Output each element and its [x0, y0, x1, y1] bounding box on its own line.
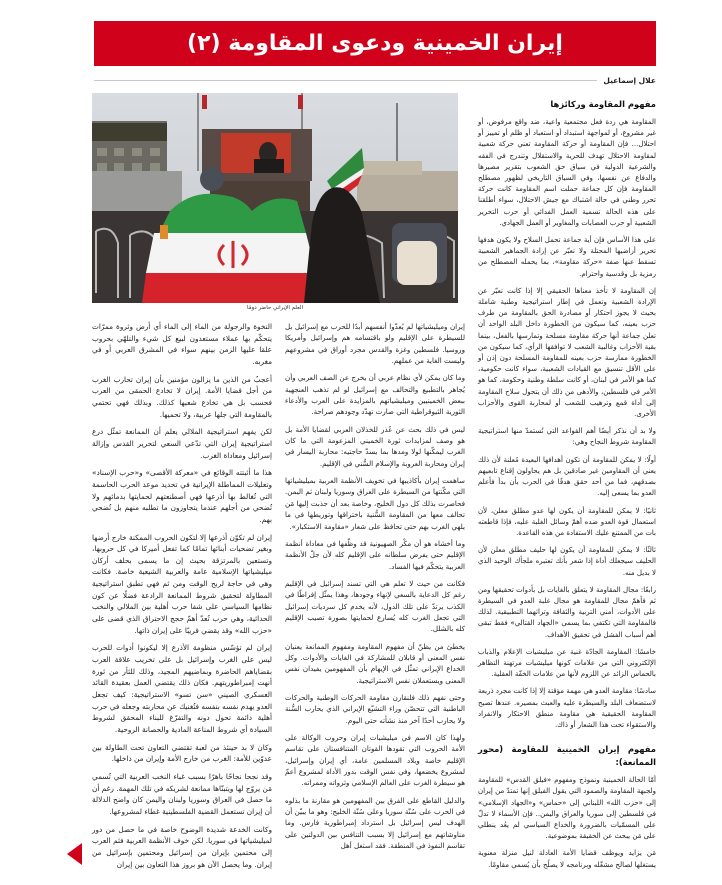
- photo-fence-right: [357, 171, 458, 216]
- paragraph: مَن يزايد ويوظف قضايا الأمة العادلة لنيل منزلة معنوية يستغلها لصالح مشغّله وبرنامجه لا يصلُح بأن يُسمى مقاومًا.: [478, 849, 656, 869]
- section-heading: مفهوم إيران الخمينية للمقاومة (محور الممانعة):: [478, 744, 656, 768]
- photo-iran-flag-red: [142, 273, 318, 303]
- paragraph: ثالثًا: لا يمكن للمقاومة أن يكون لها حليف مطلق معلن لأن الحليف سيجعلك أداة إذا شعر بأنك تعتبره ملجأك الوحيد الذي لا بديل منه.: [478, 546, 656, 577]
- article-photo: [92, 93, 458, 303]
- paragraph: إيران وميليشياتها لم يُعدّوا أنفسهم أبدًا للحرب مع إسرائيل بل للسيطرة على الإقليم ولو باقتسامه هم وإسرائيل وأمريكا وروسيا. فلسطين وغزة والقدس مجرد أوراق في مشروعهم وليست الغاية من عملهم.: [285, 322, 465, 366]
- paragraph: وما كان يمكن لأي نظام عربي أن يخرج عن الصف العربي وأن يُجاهر بالتطبيع والتحالف مع إسرائيل لو لم تذهب العنجهية ببعض الخمينيين وميليشياتهم بالمزايدة على العرب والأدعاء الثورية الثيوقراطية التي صارت تهدّد وجودهم صراحة.: [285, 373, 465, 417]
- paragraph: والدليل القاطع على الفرق بين المفهومين هو مقارنة ما بذلوه في الحرب على سُنّة سوريا وعلى سُنّة الخليج: وهو ما يبيّن أن الهدف ليس إسرائيل بل استرداد إمبراطورية فارس. وما مناوشاتهم مع إسرائيل إلا بسبب التنافس بين الدولتين على تقاسم النفوذ في المنطقة. فقد استغل أهل: [285, 795, 465, 851]
- paragraph: إيران لم تؤسّس منظومة الأذرع إلا ليكونوا أدوات للحرب ليس على الغرب وإسرائيل بل على تخريب علاقة العرب بقضاياهم الحاضرة وبماضيهم المجيد، وذلك للثأر من ثورة أنهت إمبراطوريتهم. فكان ذلك يقتضي العمل بعقيدة القائد العسكري الصيني «سن تسو» الاستراتيجية: كيف تجعل العدو يهدم نفسه بنفسه فتُغنيك عن محاربته وجعله في حرب أهلية دائمة تحول دونه والتفرّغ للبناء المحقق لشروط السيادة أي شروط المناعة المادية والحصانة الروحية.: [92, 643, 272, 734]
- photo-person-head: [200, 167, 224, 191]
- paragraph: وما أخشاه هو أن مكْر الصهيونية قد وظّفها في معاداة أنظمة الإقليم حتى يفرض سلطانه على الإقليم كله لأن جلّ الأنظمة العربية يتحكّم فيها الفساد.: [285, 538, 465, 571]
- paragraph: ولهذا كان الاسم في ميليشيات إيران وحروب الوكالة على الأمة الحروب التي تقودها القوتان المتنافستان على تقاسم الإقليم خاصة وبلاد المسلمين عامة، أي إيران وإسرائيل، لمشروع يخضعها، وفي نفس الوقت بدور الأداة لمشروع أعمّ هو سيطرة الغرب على العالم الإسلامي وثرواته وممراته.: [285, 733, 465, 788]
- paragraph: ولا بد أن نذكر أيضًا أهم القواعد التي تُستمدّ منها استراتيجية المقاومة شروط النجاح وهي:: [478, 427, 656, 447]
- paragraph: هذا ما أثبتته الوقائع في «معركة الأقصى» و«حرب الإسناد» وتعليلات المماطلة الإيرانية في تحديد موعد الحرب الحاسمة التي تُغالط بها أذرعها فهي أصطنعتهم لحمايتها بدمائهم ولا تُضحي من أجلهم عندما يتجاوزون ما تطلبه منهم بل تُضحي بهم.: [92, 468, 272, 524]
- photo-flag-small: [298, 95, 303, 109]
- paragraph: لكن يفهم استراتيجية الملالي يعلم أن الممانعة تمثّل درع استراتيجية إيران التي تدّعي السعي لتحرير القدس وإزالة إسرائيل ومعاداة الغرب.: [92, 427, 272, 460]
- column-right: [478, 98, 656, 877]
- paragraph: وكان لا بد حينئذ من لعبة تقتضي التعاون تحت الطاولة بين عدوّين للأمة: الغرب من خارج الأمة وإيران من داخلها.: [92, 742, 272, 764]
- paragraph: وحتى نفهم ذلك فلنقارن مقاومة الحركات الوطنية والحركات الباطنية التي تتحصّن وراء التشيّع الإيراني الذي يحارب السُّنة ولا يحارب أحدًا آخر منذ نشأته حتى اليوم.: [285, 692, 465, 725]
- paragraph: أولًا: لا يمكن للمقاومة أن تكون أهدافها البعيدة مُعلنة لأن ذلك يعني أن المقاومين غير صادقين بل هم يحاولون إقناع تابعيهم بصدقهم، فما من أحد حقق هدفًا في الحرب بأن بدأ فأعلم العدو بما يسعى إليه.: [478, 455, 656, 498]
- paragraph: إن المقاومة لا تأخذ معناها الحقيقي إلا إذا كانت تعبّر عن الإرادة الشعبية وتعمل في إطار استراتيجية وطنية شاملة بحيث لا يجوز احتكار أو مصادرة الحق بالمقاومة من طرف حزب بعينه، كما سيكون من الخطورة داخل البلد الواحد أن تعلن جماعة أنها حركة مقاومة مسلحة وتمارسها بالفعل، بينما بقية الأحزاب وغالبية الشعب لا توافقها الرأي، كما سيكون من الخطورة ممارسة حزب بعينه للمقاومة المسلحة دون إذن أو على الأقل تنسيق مع القيادات الشعبية، سواء كانت حكومية، كما هو الأمر في لبنان، أو كانت سلطة وطنية وحكومة، كما هو الأمر في فلسطين، والأدهى من ذلك أن يتحول سلاح المقاومة إلى أداة قمع وترهيب للشعب أو لمحاربة القوى والأحزاب الأخرى.: [478, 286, 656, 419]
- paragraph: سادسًا: مقاومة العدو هي مهمة مؤقتة إلا إذا كانت مجرد ذريعة لاستضعاف البلد والسيطرة عليه والعبث بمصيره. عندها تصبح المقاومة الحقيقية هي مقاومة منطق الاحتكار والانفراد والاستقواء تحت هذا الشعار أو ذاك.: [478, 687, 656, 729]
- title-banner: [94, 21, 656, 66]
- paragraph: يخطئ من يظنّ أن مفهوم المقاومة ومفهوم الممانعة يعنيان نفس المعنى أو قابلان للمشاركة في الغايات والأدوات. وكل الخداع الإيراني تمثّل في الإيهام بأن المفهومين يفيدان نفس المعنى ويستعملان نفس الاستراتيجية.: [285, 641, 465, 685]
- paragraph: رابعًا: مجال المقاومة لا يتعلق بالغايات بل بأدوات تحقيقها ومن ثم فأهمّ مجال للمقاومة هو مجال غلبة العدو في السيطرة على الأدوات، أمني التربية والثقافة وتراثهما التطبيقية. لذلك فالمقاومة التي تكتفي بما يسمى «الجهاد القتالي» فقط تبقى أهم أسباب الفشل في تحقيق الأهداف.: [478, 585, 656, 639]
- paragraph: ساهمت إيران بأكاذيبها في تخويف الأنظمة العربية بميليشياتها التي مكّنتها من السيطرة على العراق وسوريا ولبنان ثم اليمن. فحاصرت بذلك كل دول الخليج، وخاصة بعد أن جذبت إليها مَن تحالف معها من المقاومة السُّنية باختراقها وتوريطها في ما يلهي الغرب بهم حتى تحافظ على شعار «مقاومة الاستكبار».: [285, 476, 465, 531]
- byline-divider: [94, 80, 597, 81]
- article-title: إيران الخمينية ودعوى المقاومة (٢): [187, 31, 563, 56]
- paragraph: وقد نجحا نجاحًا باهرًا بسبب غباء النخب العربية التي تُسمي مَن يروّج لها ويتبنّاها ممانعة لشريكه في تلك المهمة. رغم أن ما حصل في العراق وسوريا ولبنان واليمن كان واضح الدلالة أن إيران تستعمل القضية الفلسطينية غطاء لمشروعها.: [92, 771, 272, 816]
- photo-iran-flag-white: [146, 233, 316, 273]
- paragraph: أعجبُ من الذين ما يزالون مؤمنين بأن إيران تحارب الغرب من أجل قضايا الأمة. إيران لا تخادع الحمقى من العرب فحسب بل هي تخادع شعبها كذلك. وبذلك فهي تحتمي بالمقاومة التي جلها عربية، ولا تحميها.: [92, 374, 272, 419]
- paragraph: فكانت من حيث لا تعلم هي التي تسند إسرائيل في الإقليم رغم كل الدعاية بالسعي لإنهاء وجودها، وهذا يمثّل إفراطًا في الكذب يرتدّ على تلك الدول، لأنه يخدم كل سرديات إسرائيل التي تجعل الغرب كله يُسارع لحمايتها بصورة تصيب الإقليم كله بالشلل.: [285, 578, 465, 634]
- photo-flag-small: [202, 95, 207, 109]
- photo-person-orange: [160, 225, 168, 239]
- photo-screen-figure-body: [254, 159, 284, 173]
- photo-backpack: [397, 241, 437, 285]
- photo-caption: العلم الإيراني حاضر دومًا: [247, 305, 303, 311]
- paragraph: خامسًا: المقاومة الجادّة غنية عن ميليشيات الإعلام والذباب الإلكتروني التي من علامات كونها ميليشيات مرتهنة التظاهر بالحماس الزائد عن اللزوم لأنها من علامات الخفّة العقلية.: [478, 647, 656, 679]
- paragraph: وكانت الخدعة شديدة الوضوح خاصة في ما حصل من دور لميليشياتها في سوريا. لكن خوف الأنظمة العربية فثم العرب إلى محتمين بإيران من إسرائيل ومحتمين بإسرائيل من إيران. وما يحصل الآن هو بروز هذا التعاون بين إيران: [92, 824, 272, 869]
- column-left: [92, 321, 272, 876]
- photo-rally-iran-flag: [92, 93, 458, 303]
- paragraph: النخوة والرجولة من الماء إلى الماء أي أرض وثروة ممرّات يتحكّم بها عملاء مستعدون لبيع كل شيء والتلهّي بحروب علقا عليها الزمن بينهم سواء في المشرق العربي أو في مغربه.: [92, 322, 272, 366]
- photo-building-right: [362, 161, 422, 175]
- paragraph: ليس في ذلك بحث عن عُذر للخذلان العربي لقضايا الأمة بل هو وصف لمزايدات ثورة الخميني المزعومة التي ما كان الغرب ليمكّنها لولا ومدها بما يسدّ حاجتيه: محاربة اليسار في إيران ومحاربة العروبة والإسلام السُّني في الإقليم.: [285, 424, 465, 468]
- paragraph: إيران لم تكوّن أذرعها إلا لتكون الحروب الممكنة خارج أرضها وبغير تضحيات أبنائها تمامًا كما تفعل أميركا في كل حروبها، وتستعين بالمرتزقة بحيث إن ما يسمى بحلف أركان ميليشياتها الإسلامية عامة والعربية الشيعية خاصة. فكانت وهي في حاجة لربح الوقت ومن ثم فهي تطبق استراتيجية المطاولة لتحقيق شروط الممانعة الرادعة فضلًا عن كون نظامها السياسي على شفا حرب أهلية بين الملالي والنخب الحداثية، وهي حرب تُعدّ أهمّ حجج الاحتراق الذي قضى على «حزب الله» وقد يقضي قريبًا على إيران ذاتها.: [92, 532, 272, 635]
- column-middle: [285, 321, 465, 857]
- photo-building-sign: [92, 123, 167, 141]
- paragraph: أمّا الحالة الخمينية ونموذج ومفهوم «فيلق القدس» للمقاومة ولجبهة المقاومة والصمود التي يقول الفيلق إنها تمتدّ من إيران إلى «حزب الله» اللبناني إلى «حماس» و«الجهاد الإسلامي» في فلسطين إلى سوريا والعراق واليمن.. فإن الأسماء لا تدلّ على المسمّيات بالضرورة والخداع السياسي لم يعُد ينطلي على مَن يبحث عن الحقيقة بموضوعية.: [478, 776, 656, 841]
- next-page-arrow-icon[interactable]: [67, 843, 82, 865]
- paragraph: المقاومة هي ردة فعل مجتمعية واعية، ضد واقع مرفوض، أو غير مشروع، أو لمواجهة استبداد أو استعباد أو ظلم أو تمييز أو احتلال... فإن المقاومة أو حركة المقاومة تعني حركة شعبية لمقاومة الاحتلال تهدف للحرية والاستقلال وتندرج في الفقه والشرعية الدولية في سياق حق الشعوب بتقرير مصيرها والدفاع عن نفسها، وفي السياق التاريخي لظهور مصطلح المقاومة فإن كل جماعة حملت اسم المقاومة كانت حركة تحرر وطني في حالة اشتباك مع جيش الاحتلال، سواء أطلقنا على هذه الحالة تسمية العمل الفدائي أو حرب التحرير الشعبية أو حرب العصابات والمغاوير أو العمل الجهادي.: [478, 118, 656, 227]
- byline-row: [94, 74, 656, 86]
- paragraph: على هذا الأساس فإن أية جماعة تحمل السلاح ولا يكون هدفها تحرير أراضيها المحتلة ولا تعبّر عن إرادة الجماهير الشعبية تسقط عنها صفة «حركة مقاومة»، بما يحمله المصطلح من رمزية بل وقدسية واحترام.: [478, 236, 656, 278]
- author-name: علال إسماعيل: [603, 75, 656, 85]
- section-heading: مفهوم المقاومة وركائزها: [550, 99, 656, 109]
- paragraph: ثانيًا: لا يمكن للمقاومة أن يكون لها عدو مطلق معلن، لأن استعمال قوة العدو ضده أهمّ وسائل الغلبة عليه، فإذا قاطعته بات من الممتنع عليك الاستفادة من هذه القاعدة.: [478, 506, 656, 537]
- photo-fence-left: [92, 171, 182, 211]
